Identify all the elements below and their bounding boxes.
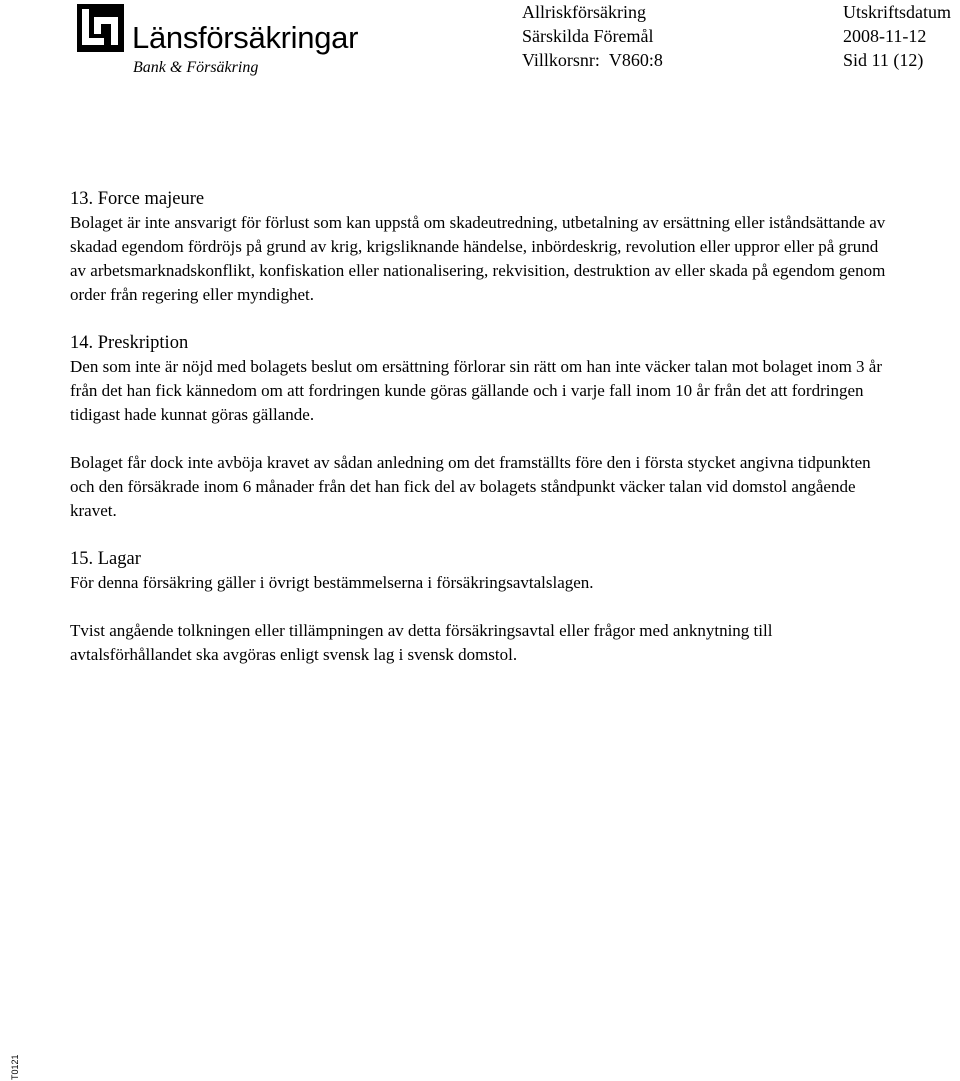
section-heading: 14. Preskription (70, 333, 189, 353)
logo-name: Länsförsäkringar (132, 20, 359, 55)
section-paragraph: Bolaget får dock inte avböja kravet av sådan anledning om det framställts före den i första stycket angivna tidpunkten och den försäkrade inom 6 månader från det han fick del av bolagets ståndpunkt väcker talan vid domstol angående kravet. (70, 453, 871, 520)
form-code: T0121 (10, 1054, 20, 1080)
header-print-date: 2008-11-12 (843, 26, 927, 46)
lansforsakringar-logo-icon (77, 4, 124, 52)
logo-tagline: Bank & Försäkring (133, 59, 259, 76)
header-print-date-label: Utskriftsdatum (843, 2, 951, 22)
section-paragraph: Bolaget är inte ansvarigt för förlust som kan uppstå om skadeutredning, utbetalning av ersättning eller iståndsättande av skadad egendom fördröjs på grund av krig, krigsliknande händelse, inbördeskrig, revolution eller uppror eller på grund av arbetsmarknadskonflikt, konfiskation eller nationalisering, rekvisition, destruktion av eller skada på egendom genom order från regering eller myndighet. (70, 213, 886, 304)
section-paragraph: Den som inte är nöjd med bolagets beslut om ersättning förlorar sin rätt om han inte väcker talan mot bolaget inom 3 år från det han fick kännedom om att fordringen kunde göras gällande och i varje fall inom 10 år från det att fordringen tidigast hade kunnat göras gällande. (70, 357, 883, 424)
section-heading: 13. Force majeure (70, 189, 205, 209)
header-terms (522, 48, 663, 72)
header-print-info (843, 0, 951, 72)
document-body (70, 187, 890, 667)
section-paragraph: Tvist angående tolkningen eller tillämpningen av detta försäkringsavtal eller frågor med anknytning till avtalsförhållandet ska avgöras enligt svensk lag i svensk domstol. (70, 621, 773, 664)
section-lagar (70, 547, 890, 667)
header-terms-label: Villkorsnr: (522, 50, 600, 70)
header-page-number: Sid 11 (12) (843, 50, 924, 70)
company-logo (77, 4, 377, 84)
section-preskription (70, 331, 890, 523)
section-force-majeure (70, 187, 890, 307)
header-document-info (522, 0, 663, 72)
header-section: Särskilda Föremål (522, 26, 654, 46)
header-terms-number: V860:8 (608, 50, 663, 70)
section-heading: 15. Lagar (70, 549, 141, 569)
section-paragraph: För denna försäkring gäller i övrigt bestämmelserna i försäkringsavtalslagen. (70, 573, 594, 592)
header-product: Allriskförsäkring (522, 2, 646, 22)
